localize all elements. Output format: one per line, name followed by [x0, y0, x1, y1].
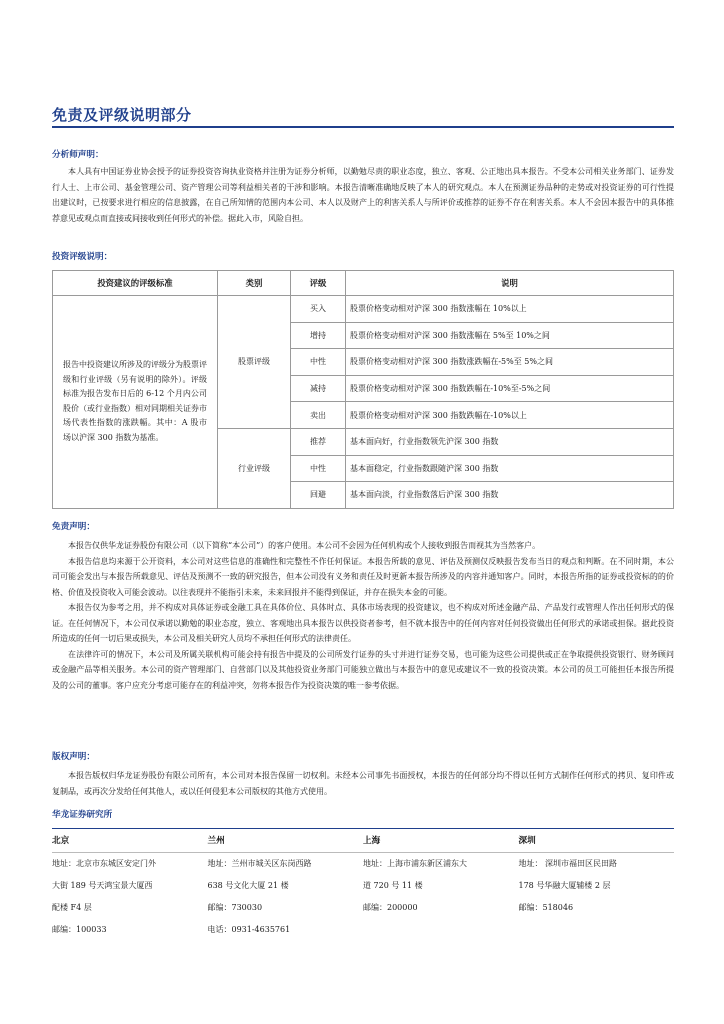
- disclaimer-body: [52, 538, 674, 693]
- disclaimer-paragraph: 本报告仅供华龙证券股份有限公司（以下简称“本公司”）的客户使用。本公司不会因为任何机构或个人接收到报告而视其为当然客户。: [68, 541, 541, 550]
- office-beijing: [52, 830, 208, 941]
- title-divider: [52, 126, 674, 128]
- office-lanzhou: [208, 830, 364, 941]
- header-description: 说明: [346, 271, 674, 296]
- office-list: [52, 830, 674, 941]
- grade-desc: 股票价格变动相对沪深 300 指数涨跌幅在-5%至 5%之间: [346, 349, 674, 376]
- disclaimer-paragraph: 本报告信息均来源于公开资料，本公司对这些信息的准确性和完整性不作任何保证。本报告所载的意见、评估及预测仅反映报告发布当日的观点和判断。在不同时期，本公司可能会发出与本报告所载意见、评估及预测不一致的研究报告，但本公司没有义务和责任及时更新本报告所涉及的内容并通知客户。同时，本报告所指的证券或投资标的的价格、价值及投资收入可能会波动。以往表现并不能指引未来，未来回报并不能得到保证，并存在损失本金的可能。: [52, 556, 674, 597]
- office-city: 深圳: [519, 830, 675, 853]
- office-city: 兰州: [208, 830, 364, 853]
- office-line: 638 号文化大厦 21 楼: [207, 881, 289, 890]
- office-line: 地址： 深圳市福田区民田路: [518, 859, 618, 868]
- disclaimer-paragraph: 在法律许可的情况下，本公司及所属关联机构可能会持有报告中提及的公司所发行证券的头寸并进行证券交易，也可能为这些公司提供或正在争取提供投资银行、财务顾问或金融产品等相关服务。本公司的资产管理部门、自营部门以及其他投资业务部门可能独立做出与本报告中的意见或建议不一致的投资决策。本公司的员工可能担任本报告所提及的公司的董事。客户应充分考虑可能存在的利益冲突，勿将本报告作为投资决策的唯一参考依据。: [52, 649, 674, 690]
- disclaimer-heading: 免责声明：: [52, 522, 95, 532]
- grade-desc: 基本面稳定，行业指数跟随沪深 300 指数: [346, 455, 674, 482]
- grade-cell: 减持: [291, 375, 346, 402]
- office-line: 邮编：518046: [518, 903, 574, 912]
- grade-cell: 推荐: [291, 428, 346, 455]
- office-line: 邮编：100033: [52, 925, 107, 934]
- copyright-heading: 版权声明：: [52, 752, 95, 762]
- office-line: 配楼 F4 层: [52, 903, 92, 912]
- grade-desc: 股票价格变动相对沪深 300 指数跌幅在-10%以上: [346, 402, 674, 429]
- industry-rating-label: 行业评级: [218, 428, 291, 508]
- grade-cell: 回避: [291, 482, 346, 509]
- grade-desc: 基本面向淡，行业指数落后沪深 300 指数: [346, 482, 674, 509]
- institute-divider: [52, 828, 674, 829]
- grade-desc: 股票价格变动相对沪深 300 指数涨幅在 10%以上: [346, 296, 674, 323]
- office-shanghai: [363, 830, 519, 941]
- office-shenzhen: [519, 830, 675, 941]
- grade-cell: 买入: [291, 296, 346, 323]
- header-category: 类别: [218, 271, 291, 296]
- grade-cell: 卖出: [291, 402, 346, 429]
- grade-desc: 股票价格变动相对沪深 300 指数涨幅在 5%至 10%之间: [346, 322, 674, 349]
- grade-desc: 基本面向好，行业指数领先沪深 300 指数: [346, 428, 674, 455]
- disclaimer-paragraph: 本报告仅为参考之用，并不构成对具体证券或金融工具在具体价位、具体时点、具体市场表现的投资建议，也不构成对所述金融产品、产品发行或管理人作出任何形式的保证。在任何情况下，本公司仅承诺以勤勉的职业态度，独立、客观地出具本报告以供投资者参考，但不就本报告中的任何内容对任何投资做出任何形式的承诺或担保。据此投资所造成的任何一切后果或损失，本公司及相关研究人员均不承担任何形式的法律责任。: [52, 603, 674, 643]
- office-line: 大街 189 号天鸿宝景大厦西: [52, 881, 153, 890]
- office-line: 178 号华融大厦辅楼 2 层: [518, 881, 611, 890]
- office-line: 道 720 号 11 楼: [363, 881, 423, 890]
- office-line: 邮编：730030: [207, 903, 263, 912]
- rating-standard-text: 报告中投资建议所涉及的评级分为股票评级和行业评级（另有说明的除外）。评级标准为报告发布日后的 6-12 个月内公司股价（或行业指数）相对同期相关证券市场代表性指数的涨跌幅。其中：A 股市场以沪深 300 指数为基准。: [53, 296, 218, 509]
- copyright-statement: 本报告版权归华龙证券股份有限公司所有，本公司对本报告保留一切权利。未经本公司事先书面授权，本报告的任何部分均不得以任何方式制作任何形式的拷贝、复印件或复制品，或再次分发给任何其他人，或以任何侵犯本公司版权的其他方式使用。: [52, 771, 674, 796]
- header-standard: 投资建议的评级标准: [53, 271, 218, 296]
- office-line: 电话：0931-4635761: [207, 925, 291, 934]
- office-line: 地址：北京市东城区安定门外: [52, 859, 156, 868]
- office-line: 地址：上海市浦东新区浦东大: [363, 859, 467, 868]
- stock-rating-label: 股票评级: [218, 296, 291, 429]
- office-line: 地址：兰州市城关区东岗西路: [207, 859, 312, 868]
- grade-cell: 中性: [291, 349, 346, 376]
- table-row: [53, 296, 674, 323]
- analyst-statement: 本人具有中国证券业协会授予的证券投资咨询执业资格并注册为证券分析师，以勤勉尽责的职业态度，独立、客观、公正地出具本报告。不受本公司相关业务部门、证券发行人士、上市公司、基金管理公司、资产管理公司等利益相关者的干涉和影响。本报告清晰准确地反映了本人的研究观点。本人在预测证券品种的走势或对投资证券的可行性提出建议时，已按要求进行相应的信息披露，在自己所知情的范围内本公司、本人以及财产上的利害关系人与所评价或推荐的证券不存在利害关系。本人不会因本报告中的具体推荐意见或观点而直接或间接收到任何形式的补偿。据此入市，风险自担。: [52, 167, 674, 223]
- rating-table: [52, 270, 674, 509]
- grade-cell: 中性: [291, 455, 346, 482]
- rating-table-header: [53, 271, 674, 296]
- institute-heading: 华龙证券研究所: [52, 810, 113, 820]
- grade-cell: 增持: [291, 322, 346, 349]
- header-grade: 评级: [291, 271, 346, 296]
- office-line: 邮编：200000: [363, 903, 418, 912]
- office-city: 北京: [52, 830, 208, 853]
- office-city: 上海: [363, 830, 519, 853]
- rating-heading: 投资评级说明：: [52, 252, 113, 262]
- grade-desc: 股票价格变动相对沪深 300 指数跌幅在-10%至-5%之间: [346, 375, 674, 402]
- page-title: 免责及评级说明部分: [52, 106, 192, 124]
- analyst-heading: 分析师声明：: [52, 150, 104, 160]
